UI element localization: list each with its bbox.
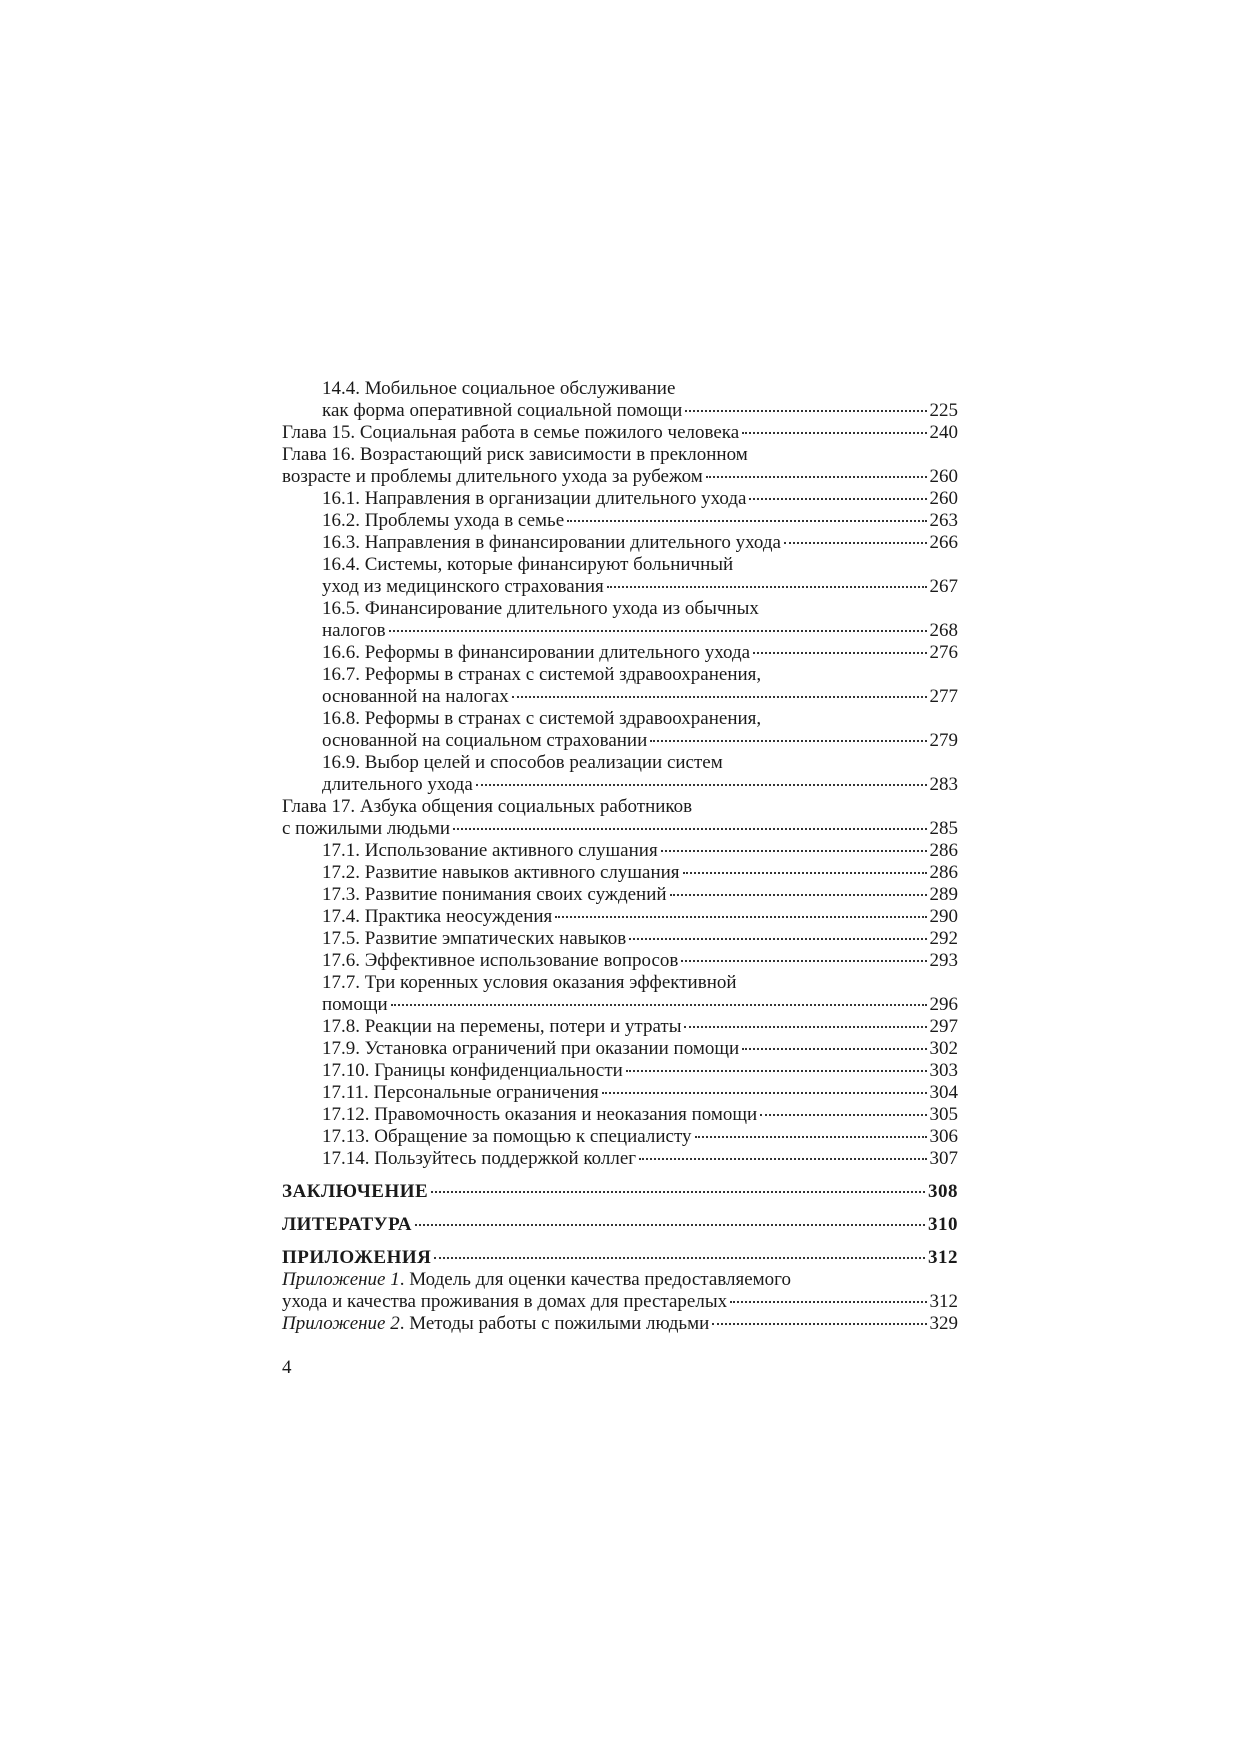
- page-ref: 312: [929, 1291, 958, 1312]
- page-ref: 277: [929, 686, 958, 707]
- toc-line: [322, 862, 958, 884]
- appendix-title-part: . Модель для оценки качества предоставляемого: [399, 1269, 791, 1290]
- toc-subsection-entry: [282, 1126, 958, 1148]
- toc-subsection-entry: [282, 1016, 958, 1038]
- entry-title-part: 17.6. Эффективное использование вопросов: [322, 950, 679, 971]
- toc-subsection-entry: [282, 554, 958, 598]
- dot-leader: [760, 1114, 926, 1116]
- toc-subsection-entry: [282, 1082, 958, 1104]
- entry-title-part: 17.2. Развитие навыков активного слушания: [322, 862, 680, 883]
- page-ref: 260: [929, 488, 958, 509]
- dot-leader: [749, 498, 926, 500]
- page-ref: 304: [929, 1082, 958, 1103]
- toc-chapter-entry: [282, 796, 958, 840]
- dot-leader: [629, 938, 926, 940]
- toc-appendix-entry: [282, 1313, 958, 1335]
- toc-line: [322, 994, 958, 1016]
- dot-leader: [683, 872, 927, 874]
- toc-line-text: [322, 1016, 681, 1038]
- toc-line-text: [322, 642, 750, 664]
- toc-line-text: [282, 1291, 727, 1313]
- toc-line: [322, 620, 958, 642]
- toc-subsection-entry: [282, 862, 958, 884]
- toc-line: [282, 1313, 958, 1335]
- toc-line-text: [322, 554, 733, 576]
- toc-subsection-entry: [282, 510, 958, 532]
- toc-line: [322, 1148, 958, 1170]
- page-ref: 289: [929, 884, 958, 905]
- entry-title-part: с пожилыми людьми: [282, 818, 451, 839]
- toc-line-text: [282, 466, 703, 488]
- toc-chapter-entry: [282, 444, 958, 488]
- toc-line-text: [322, 1126, 692, 1148]
- page-ref: 306: [929, 1126, 958, 1147]
- toc-subsection-entry: [282, 1148, 958, 1170]
- spacer: [282, 1203, 958, 1214]
- entry-title-part: 17.4. Практика неосуждения: [322, 906, 553, 927]
- entry-title-part: 14.4. Мобильное социальное обслуживание: [322, 378, 676, 399]
- entry-title-part: 16.3. Направления в финансировании длительного ухода: [322, 532, 781, 553]
- entry-title-part: помощи: [322, 994, 388, 1015]
- entry-title-part: как форма оперативной социальной помощи: [322, 400, 683, 421]
- entry-title-part: основанной на налогах: [322, 686, 509, 707]
- toc-line: [282, 422, 958, 444]
- page-ref: 302: [929, 1038, 958, 1059]
- toc-line-text: [322, 1060, 623, 1082]
- dot-leader: [555, 916, 926, 918]
- dot-leader: [626, 1070, 927, 1072]
- toc-line: [322, 576, 958, 598]
- entry-title-part: налогов: [322, 620, 386, 641]
- toc-line: [322, 840, 958, 862]
- dot-leader: [742, 1048, 926, 1050]
- toc-subsection-entry: [282, 598, 958, 642]
- entry-title-part: 17.10. Границы конфиденциальности: [322, 1060, 623, 1081]
- toc-subsection-entry: [282, 884, 958, 906]
- toc-line: [322, 1016, 958, 1038]
- page-ref: 296: [929, 994, 958, 1015]
- dot-leader: [681, 960, 926, 962]
- section-title: ПРИЛОЖЕНИЯ: [282, 1247, 432, 1268]
- dot-leader: [712, 1323, 926, 1325]
- page-ref: 268: [929, 620, 958, 641]
- toc-line-text: [322, 884, 667, 906]
- section-title: ЛИТЕРАТУРА: [282, 1214, 413, 1235]
- dot-leader: [476, 784, 927, 786]
- toc-subsection-entry: [282, 906, 958, 928]
- dot-leader: [415, 1224, 925, 1226]
- page-ref: 240: [929, 422, 958, 443]
- toc-line-text: [322, 620, 386, 642]
- entry-title-part: 16.1. Направления в организации длительного ухода: [322, 488, 747, 509]
- toc-line: [282, 1247, 958, 1269]
- toc-line: [322, 928, 958, 950]
- page-ref: 283: [929, 774, 958, 795]
- toc-subsection-entry: [282, 1038, 958, 1060]
- toc-line: [322, 686, 958, 708]
- toc-subsection-entry: [282, 840, 958, 862]
- dot-leader: [695, 1136, 927, 1138]
- toc-line: [322, 1104, 958, 1126]
- entry-title-part: 17.11. Персональные ограничения: [322, 1082, 599, 1103]
- toc-subsection-entry: [282, 664, 958, 708]
- toc-subsection-entry: [282, 972, 958, 1016]
- dot-leader: [607, 586, 927, 588]
- entry-title-part: уход из медицинского страхования: [322, 576, 604, 597]
- dot-leader: [753, 652, 926, 654]
- entry-title-part: 17.7. Три коренных условия оказания эффективной: [322, 972, 737, 993]
- appendix-title-part: ухода и качества проживания в домах для престарелых: [282, 1291, 728, 1312]
- toc-line: [322, 752, 958, 774]
- toc-line: [322, 554, 958, 576]
- toc-line-text: [282, 444, 748, 466]
- toc-line: [322, 708, 958, 730]
- toc-line: [282, 1214, 958, 1236]
- toc-section-entry: [282, 1247, 958, 1269]
- toc-line-text: [322, 994, 388, 1016]
- toc-line: [282, 818, 958, 840]
- toc-line-text: [282, 1247, 431, 1269]
- dot-leader: [784, 542, 927, 544]
- toc-line: [322, 400, 958, 422]
- entry-title-part: Глава 17. Азбука общения социальных работников: [282, 796, 693, 817]
- dot-leader: [512, 696, 927, 698]
- page-ref: 225: [929, 400, 958, 421]
- entry-title-part: 17.9. Установка ограничений при оказании помощи: [322, 1038, 740, 1059]
- toc-line: [322, 972, 958, 994]
- toc-appendix-entry: [282, 1269, 958, 1313]
- toc-subsection-entry: [282, 950, 958, 972]
- page-ref: 307: [929, 1148, 958, 1169]
- toc-line-text: [322, 708, 761, 730]
- dot-leader: [434, 1257, 925, 1259]
- toc-subsection-entry: [282, 1060, 958, 1082]
- toc-section-entry: [282, 1214, 958, 1236]
- toc-line: [322, 510, 958, 532]
- toc-line: [322, 378, 958, 400]
- toc-line-text: [322, 598, 759, 620]
- toc-line-text: [322, 1038, 739, 1060]
- toc-line-text: [322, 730, 647, 752]
- toc-line-text: [322, 774, 473, 796]
- toc-line: [322, 1038, 958, 1060]
- toc-subsection-entry: [282, 378, 958, 422]
- toc-line-text: [282, 1269, 791, 1291]
- spacer: [282, 1236, 958, 1247]
- entry-title-part: 16.7. Реформы в странах с системой здравоохранения,: [322, 664, 762, 685]
- toc-line-text: [322, 576, 604, 598]
- appendix-label: Приложение 1: [282, 1269, 400, 1290]
- dot-leader: [742, 432, 926, 434]
- entry-title-part: Глава 16. Возрастающий риск зависимости в преклонном: [282, 444, 748, 465]
- entry-title-part: 17.14. Пользуйтесь поддержкой коллег: [322, 1148, 637, 1169]
- entry-title-part: 16.8. Реформы в странах с системой здравоохранения,: [322, 708, 762, 729]
- toc-line-text: [322, 906, 552, 928]
- toc-line-text: [282, 1181, 428, 1203]
- toc-line: [322, 1082, 958, 1104]
- page-number: 4: [282, 1357, 292, 1378]
- toc-line-text: [322, 862, 680, 884]
- dot-leader: [391, 1004, 927, 1006]
- toc-subsection-entry: [282, 488, 958, 510]
- dot-leader: [730, 1301, 926, 1303]
- toc-line: [322, 774, 958, 796]
- toc-line: [282, 444, 958, 466]
- dot-leader: [602, 1092, 927, 1094]
- page-ref: 329: [929, 1313, 958, 1334]
- dot-leader: [389, 630, 927, 632]
- spacer: [282, 1170, 958, 1181]
- entry-title-part: возрасте и проблемы длительного ухода за рубежом: [282, 466, 703, 487]
- toc-line-text: [322, 752, 723, 774]
- toc-line: [282, 1269, 958, 1291]
- page-ref: 305: [929, 1104, 958, 1125]
- toc-line: [322, 884, 958, 906]
- toc-line-text: [322, 400, 682, 422]
- toc-line: [322, 950, 958, 972]
- page-ref: 260: [929, 466, 958, 487]
- toc-line-text: [322, 1104, 757, 1126]
- toc-subsection-entry: [282, 752, 958, 796]
- toc-line-text: [282, 1214, 412, 1236]
- page-ref: 310: [928, 1214, 958, 1235]
- page-ref: 266: [929, 532, 958, 553]
- dot-leader: [639, 1158, 926, 1160]
- entry-title-part: 17.12. Правомочность оказания и неоказания помощи: [322, 1104, 758, 1125]
- page-ref: 286: [929, 862, 958, 883]
- toc-line: [322, 532, 958, 554]
- toc-line-text: [282, 422, 739, 444]
- entry-title-part: длительного ухода: [322, 774, 473, 795]
- dot-leader: [650, 740, 926, 742]
- page-ref: 276: [929, 642, 958, 663]
- toc-line: [322, 664, 958, 686]
- toc-line: [322, 906, 958, 928]
- toc-line-text: [322, 1082, 599, 1104]
- page-ref: 293: [929, 950, 958, 971]
- entry-title-part: основанной на социальном страховании: [322, 730, 648, 751]
- page-ref: 285: [929, 818, 958, 839]
- page-ref: 292: [929, 928, 958, 949]
- toc-line: [322, 1126, 958, 1148]
- toc-line-text: [322, 532, 781, 554]
- toc-line: [282, 796, 958, 818]
- toc-line: [322, 488, 958, 510]
- entry-title-part: 16.4. Системы, которые финансируют больничный: [322, 554, 734, 575]
- toc-line-text: [322, 840, 658, 862]
- dot-leader: [706, 476, 927, 478]
- toc-subsection-entry: [282, 532, 958, 554]
- toc-line-text: [322, 950, 678, 972]
- page-ref: 308: [928, 1181, 958, 1202]
- entry-title-part: 17.5. Развитие эмпатических навыков: [322, 928, 627, 949]
- toc-subsection-entry: [282, 1104, 958, 1126]
- appendix-label: Приложение 2: [282, 1313, 400, 1334]
- page-ref: 267: [929, 576, 958, 597]
- toc-section-entry: [282, 1181, 958, 1203]
- section-title: ЗАКЛЮЧЕНИЕ: [282, 1181, 429, 1202]
- toc-line-text: [282, 796, 692, 818]
- page-ref: 303: [929, 1060, 958, 1081]
- toc-line: [322, 730, 958, 752]
- toc-line: [282, 1291, 958, 1313]
- toc-line-text: [322, 1148, 636, 1170]
- entry-title-part: 16.5. Финансирование длительного ухода из обычных: [322, 598, 759, 619]
- toc-line-text: [322, 928, 626, 950]
- toc-line: [282, 1181, 958, 1203]
- page-ref: 279: [929, 730, 958, 751]
- toc-line-text: [322, 378, 675, 400]
- toc-line: [322, 598, 958, 620]
- dot-leader: [685, 410, 926, 412]
- toc-chapter-entry: [282, 422, 958, 444]
- toc-subsection-entry: [282, 928, 958, 950]
- toc-line: [322, 1060, 958, 1082]
- toc-line-text: [282, 818, 450, 840]
- toc-line-text: [322, 664, 761, 686]
- table-of-contents: [282, 378, 958, 1335]
- toc-subsection-entry: [282, 708, 958, 752]
- toc-line-text: [322, 488, 746, 510]
- entry-title-part: 17.8. Реакции на перемены, потери и утраты: [322, 1016, 682, 1037]
- dot-leader: [661, 850, 927, 852]
- entry-title-part: 16.6. Реформы в финансировании длительного ухода: [322, 642, 751, 663]
- dot-leader: [684, 1026, 926, 1028]
- toc-line-text: [322, 686, 509, 708]
- entry-title-part: 16.2. Проблемы ухода в семье: [322, 510, 565, 531]
- toc-line-text: [322, 510, 564, 532]
- toc-line-text: [322, 972, 737, 994]
- toc-line: [282, 466, 958, 488]
- toc-line-text: [282, 1313, 709, 1335]
- dot-leader: [567, 520, 926, 522]
- page-ref: 312: [928, 1247, 958, 1268]
- entry-title-part: Глава 15. Социальная работа в семье пожилого человека: [282, 422, 740, 443]
- toc-line: [322, 642, 958, 664]
- entry-title-part: 17.13. Обращение за помощью к специалисту: [322, 1126, 692, 1147]
- appendix-title-part: . Методы работы с пожилыми людьми: [399, 1313, 710, 1334]
- dot-leader: [453, 828, 926, 830]
- entry-title-part: 17.3. Развитие понимания своих суждений: [322, 884, 667, 905]
- entry-title-part: 17.1. Использование активного слушания: [322, 840, 658, 861]
- dot-leader: [431, 1191, 925, 1193]
- entry-title-part: 16.9. Выбор целей и способов реализации систем: [322, 752, 723, 773]
- page-ref: 286: [929, 840, 958, 861]
- toc-subsection-entry: [282, 642, 958, 664]
- page-ref: 297: [929, 1016, 958, 1037]
- page-ref: 263: [929, 510, 958, 531]
- dot-leader: [670, 894, 927, 896]
- page-ref: 290: [929, 906, 958, 927]
